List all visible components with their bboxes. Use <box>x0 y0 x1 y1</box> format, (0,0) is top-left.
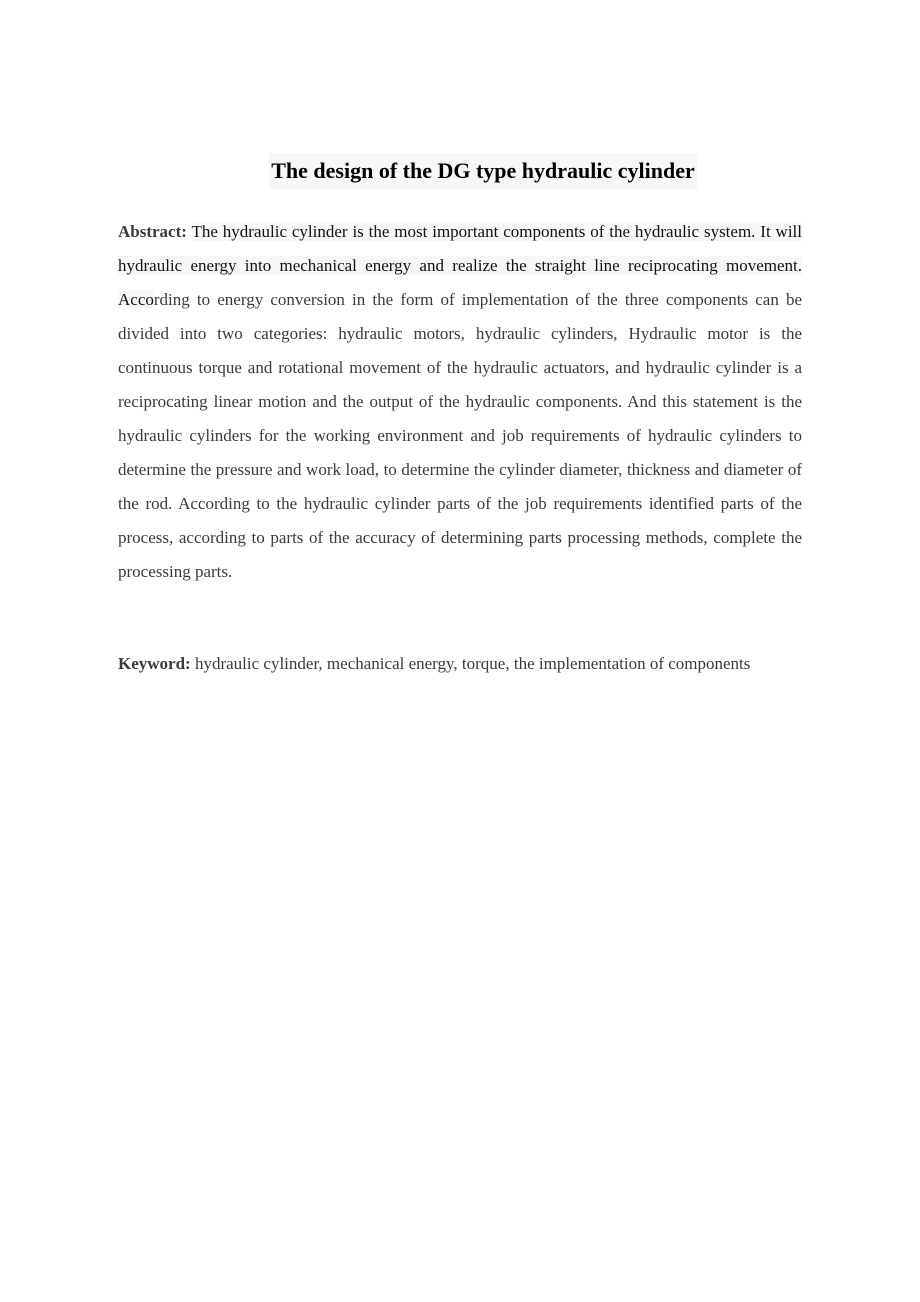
title-container <box>0 153 920 189</box>
abstract-paragraph <box>118 215 802 589</box>
abstract-highlighted-text: The hydraulic cylinder is the most important components of the hydraulic system. It will hydraulic energy into mechanical energy and realize the straight line reciprocating movement. Acco <box>118 222 802 309</box>
abstract-body-text: rding to energy conversion in the form of implementation of the three components can be divided into two categories: hydraulic motors, hydraulic cylinders, Hydraulic motor is the continuous torque and rotational movement of the hydraulic actuators, and hydraulic cylinder is a reciprocating linear motion and the output of the hydraulic components. And this statement is the hydraulic cylinders for the working environment and job requirements of hydraulic cylinders to determine the pressure and work load, to determine the cylinder diameter, thickness and diameter of the rod. According to the hydraulic cylinder parts of the job requirements identified parts of the process, according to parts of the accuracy of determining parts processing methods, complete the processing parts. <box>118 290 802 581</box>
keyword-label: Keyword: <box>118 654 191 673</box>
abstract-label: Abstract: <box>118 222 187 241</box>
keyword-text: hydraulic cylinder, mechanical energy, torque, the implementation of components <box>194 654 751 673</box>
document-title: The design of the DG type hydraulic cylinder <box>269 153 697 189</box>
keyword-paragraph <box>118 647 802 681</box>
